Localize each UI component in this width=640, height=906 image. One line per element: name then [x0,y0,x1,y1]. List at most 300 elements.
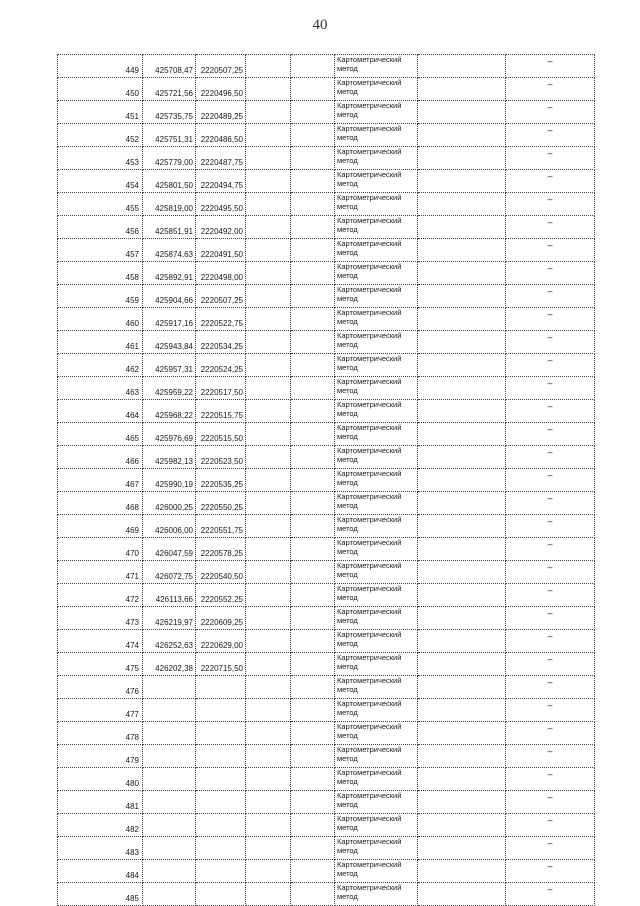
table-row [58,78,595,101]
empty-cell [246,883,291,906]
method-text-line1: Картометрический [337,55,402,64]
x-coordinate-cell: 426047,59 [143,538,196,561]
table-row [58,653,595,676]
method-text-line1: Картометрический [337,308,402,317]
empty-cell [418,860,506,883]
empty-cell [418,308,506,331]
empty-cell [418,101,506,124]
empty-cell [291,377,335,400]
y-coordinate-cell: 2220491,50 [196,239,246,262]
method-text-line2: метод [337,455,358,464]
method-cell [335,239,418,262]
x-coordinate-cell: 426000,25 [143,492,196,515]
method-text-line2: метод [337,64,358,73]
table-row [58,124,595,147]
y-coordinate-cell: 2220524,25 [196,354,246,377]
point-number-cell: 472 [58,584,143,607]
method-cell [335,170,418,193]
empty-cell [246,170,291,193]
empty-cell [291,446,335,469]
empty-cell [291,170,335,193]
method-text-line2: метод [337,639,358,648]
empty-cell [291,584,335,607]
empty-cell [291,538,335,561]
dash-cell: – [506,216,595,239]
method-text-line1: Картометрический [337,883,402,892]
empty-cell [291,699,335,722]
empty-cell [418,676,506,699]
method-text-line2: метод [337,386,358,395]
method-text-line2: метод [337,869,358,878]
empty-cell [418,78,506,101]
table-row [58,722,595,745]
dash-cell: – [506,745,595,768]
table-row [58,883,595,906]
method-text-line2: метод [337,271,358,280]
method-text-line1: Картометрический [337,331,402,340]
point-number-cell: 483 [58,837,143,860]
point-number-cell: 458 [58,262,143,285]
point-number-cell: 467 [58,469,143,492]
empty-cell [418,515,506,538]
y-coordinate-cell: 2220523,50 [196,446,246,469]
table-row [58,791,595,814]
method-text-line2: метод [337,731,358,740]
table-row [58,676,595,699]
table-row [58,469,595,492]
dash-cell: – [506,354,595,377]
method-cell [335,538,418,561]
point-number-cell: 480 [58,768,143,791]
empty-cell [418,745,506,768]
point-number-cell: 449 [58,55,143,78]
method-text-line2: метод [337,110,358,119]
empty-cell [418,791,506,814]
dash-cell: – [506,676,595,699]
dash-cell: – [506,239,595,262]
empty-cell [291,423,335,446]
y-coordinate-cell [196,883,246,906]
empty-cell [291,791,335,814]
empty-cell [291,515,335,538]
x-coordinate-cell [143,676,196,699]
empty-cell [418,446,506,469]
x-coordinate-cell: 425819,00 [143,193,196,216]
empty-cell [246,331,291,354]
y-coordinate-cell: 2220498,00 [196,262,246,285]
point-number-cell: 474 [58,630,143,653]
point-number-cell: 464 [58,400,143,423]
x-coordinate-cell: 425968,22 [143,400,196,423]
point-number-cell: 456 [58,216,143,239]
x-coordinate-cell: 425751,31 [143,124,196,147]
point-number-cell: 463 [58,377,143,400]
x-coordinate-cell: 425851,91 [143,216,196,239]
empty-cell [291,630,335,653]
empty-cell [291,193,335,216]
empty-cell [291,400,335,423]
point-number-cell: 468 [58,492,143,515]
empty-cell [418,584,506,607]
dash-cell: – [506,423,595,446]
y-coordinate-cell: 2220535,25 [196,469,246,492]
empty-cell [418,354,506,377]
method-cell [335,722,418,745]
empty-cell [246,515,291,538]
method-text-line1: Картометрический [337,722,402,731]
y-coordinate-cell [196,745,246,768]
dash-cell: – [506,791,595,814]
dash-cell: – [506,630,595,653]
empty-cell [418,492,506,515]
table-row [58,331,595,354]
method-text-line1: Картометрический [337,814,402,823]
table-row [58,768,595,791]
x-coordinate-cell [143,837,196,860]
method-text-line1: Картометрический [337,699,402,708]
y-coordinate-cell: 2220534,25 [196,331,246,354]
method-text-line2: метод [337,294,358,303]
empty-cell [418,837,506,860]
method-text-line2: метод [337,87,358,96]
method-text-line1: Картометрический [337,630,402,639]
method-cell [335,860,418,883]
x-coordinate-cell [143,883,196,906]
x-coordinate-cell: 425801,50 [143,170,196,193]
empty-cell [418,124,506,147]
empty-cell [291,285,335,308]
dash-cell: – [506,653,595,676]
dash-cell: – [506,814,595,837]
method-text-line1: Картометрический [337,147,402,156]
y-coordinate-cell: 2220517,50 [196,377,246,400]
empty-cell [291,814,335,837]
dash-cell: – [506,561,595,584]
y-coordinate-cell [196,860,246,883]
method-cell [335,262,418,285]
x-coordinate-cell: 425976,69 [143,423,196,446]
method-text-line1: Картометрический [337,768,402,777]
method-text-line2: метод [337,547,358,556]
point-number-cell: 475 [58,653,143,676]
point-number-cell: 462 [58,354,143,377]
y-coordinate-cell: 2220486,50 [196,124,246,147]
empty-cell [246,308,291,331]
table-row [58,262,595,285]
method-cell [335,561,418,584]
method-text-line2: метод [337,662,358,671]
table-row [58,193,595,216]
empty-cell [246,400,291,423]
empty-cell [291,676,335,699]
table-row [58,170,595,193]
method-text-line2: метод [337,777,358,786]
table-row [58,101,595,124]
method-text-line1: Картометрический [337,377,402,386]
y-coordinate-cell: 2220578,25 [196,538,246,561]
empty-cell [291,331,335,354]
dash-cell: – [506,308,595,331]
table-row [58,423,595,446]
dash-cell: – [506,193,595,216]
empty-cell [418,653,506,676]
y-coordinate-cell: 2220552,25 [196,584,246,607]
table-row [58,538,595,561]
empty-cell [418,400,506,423]
point-number-cell: 455 [58,193,143,216]
empty-cell [418,193,506,216]
x-coordinate-cell: 426113,66 [143,584,196,607]
table-row [58,285,595,308]
table-row [58,239,595,262]
point-number-cell: 477 [58,699,143,722]
empty-cell [246,561,291,584]
y-coordinate-cell: 2220494,75 [196,170,246,193]
dash-cell: – [506,331,595,354]
method-cell [335,101,418,124]
table-row [58,515,595,538]
method-cell [335,584,418,607]
point-number-cell: 461 [58,331,143,354]
method-text-line1: Картометрический [337,124,402,133]
empty-cell [246,745,291,768]
empty-cell [418,883,506,906]
method-text-line2: метод [337,478,358,487]
method-cell [335,423,418,446]
method-cell [335,469,418,492]
point-number-cell: 451 [58,101,143,124]
method-text-line2: метод [337,202,358,211]
dash-cell: – [506,101,595,124]
x-coordinate-cell: 425943,84 [143,331,196,354]
x-coordinate-cell: 425708,47 [143,55,196,78]
method-cell [335,814,418,837]
method-text-line2: метод [337,501,358,510]
method-text-line2: метод [337,570,358,579]
empty-cell [291,239,335,262]
y-coordinate-cell: 2220507,25 [196,55,246,78]
method-text-line2: метод [337,432,358,441]
method-cell [335,308,418,331]
empty-cell [246,354,291,377]
empty-cell [418,561,506,584]
empty-cell [291,262,335,285]
dash-cell: – [506,262,595,285]
method-text-line1: Картометрический [337,170,402,179]
y-coordinate-cell: 2220540,50 [196,561,246,584]
method-cell [335,377,418,400]
empty-cell [418,55,506,78]
dash-cell: – [506,584,595,607]
method-cell [335,78,418,101]
empty-cell [246,124,291,147]
table-row [58,492,595,515]
x-coordinate-cell: 426006,00 [143,515,196,538]
method-text-line1: Картометрический [337,745,402,754]
method-cell [335,331,418,354]
y-coordinate-cell [196,814,246,837]
empty-cell [246,285,291,308]
y-coordinate-cell [196,676,246,699]
method-text-line2: метод [337,708,358,717]
dash-cell: – [506,124,595,147]
empty-cell [291,722,335,745]
empty-cell [291,55,335,78]
y-coordinate-cell: 2220489,25 [196,101,246,124]
empty-cell [246,216,291,239]
method-text-line1: Картометрический [337,860,402,869]
point-number-cell: 450 [58,78,143,101]
y-coordinate-cell: 2220487,75 [196,147,246,170]
dash-cell: – [506,400,595,423]
x-coordinate-cell [143,814,196,837]
y-coordinate-cell: 2220495,50 [196,193,246,216]
y-coordinate-cell: 2220629,00 [196,630,246,653]
x-coordinate-cell: 425904,66 [143,285,196,308]
empty-cell [246,446,291,469]
empty-cell [246,55,291,78]
method-cell [335,768,418,791]
dash-cell: – [506,722,595,745]
empty-cell [246,607,291,630]
method-text-line2: метод [337,179,358,188]
point-number-cell: 457 [58,239,143,262]
empty-cell [246,78,291,101]
point-number-cell: 460 [58,308,143,331]
empty-cell [291,78,335,101]
y-coordinate-cell: 2220496,50 [196,78,246,101]
method-cell [335,124,418,147]
y-coordinate-cell: 2220515,75 [196,400,246,423]
x-coordinate-cell: 426219,97 [143,607,196,630]
method-cell [335,745,418,768]
method-text-line1: Картометрический [337,653,402,662]
point-number-cell: 452 [58,124,143,147]
method-cell [335,630,418,653]
x-coordinate-cell: 425779,00 [143,147,196,170]
method-text-line2: метод [337,317,358,326]
method-text-line1: Картометрический [337,216,402,225]
x-coordinate-cell: 425982,13 [143,446,196,469]
empty-cell [246,101,291,124]
method-text-line2: метод [337,754,358,763]
empty-cell [246,147,291,170]
empty-cell [291,216,335,239]
table-row [58,55,595,78]
empty-cell [418,630,506,653]
empty-cell [291,561,335,584]
point-number-cell: 479 [58,745,143,768]
empty-cell [418,699,506,722]
y-coordinate-cell: 2220522,75 [196,308,246,331]
dash-cell: – [506,607,595,630]
empty-cell [291,124,335,147]
empty-cell [418,331,506,354]
empty-cell [291,607,335,630]
y-coordinate-cell: 2220715,50 [196,653,246,676]
table-row [58,308,595,331]
empty-cell [246,193,291,216]
table-row [58,630,595,653]
method-text-line2: метод [337,156,358,165]
empty-cell [246,239,291,262]
x-coordinate-cell [143,860,196,883]
empty-cell [418,768,506,791]
method-cell [335,699,418,722]
empty-cell [291,101,335,124]
empty-cell [418,469,506,492]
table-row [58,860,595,883]
empty-cell [246,262,291,285]
dash-cell: – [506,170,595,193]
dash-cell: – [506,78,595,101]
empty-cell [291,745,335,768]
method-text-line1: Картометрический [337,561,402,570]
empty-cell [291,768,335,791]
empty-cell [291,354,335,377]
table-row [58,377,595,400]
table-row [58,584,595,607]
method-text-line2: метод [337,133,358,142]
page-number: 40 [312,17,328,33]
y-coordinate-cell [196,699,246,722]
point-number-cell: 485 [58,883,143,906]
empty-cell [291,653,335,676]
table-row [58,699,595,722]
coordinates-table [57,54,595,906]
method-text-line1: Картометрический [337,262,402,271]
dash-cell: – [506,699,595,722]
method-text-line1: Картометрический [337,584,402,593]
method-text-line1: Картометрический [337,354,402,363]
method-text-line1: Картометрический [337,837,402,846]
method-text-line2: метод [337,363,358,372]
table-row [58,745,595,768]
table-row [58,147,595,170]
point-number-cell: 459 [58,285,143,308]
method-cell [335,285,418,308]
method-text-line1: Картометрический [337,492,402,501]
dash-cell: – [506,55,595,78]
dash-cell: – [506,538,595,561]
x-coordinate-cell: 426072,75 [143,561,196,584]
x-coordinate-cell: 425990,19 [143,469,196,492]
empty-cell [246,469,291,492]
empty-cell [418,262,506,285]
empty-cell [418,239,506,262]
method-text-line2: метод [337,593,358,602]
method-cell [335,883,418,906]
x-coordinate-cell: 425959,22 [143,377,196,400]
x-coordinate-cell: 425917,16 [143,308,196,331]
table-row [58,837,595,860]
empty-cell [291,860,335,883]
method-text-line2: метод [337,892,358,901]
x-coordinate-cell [143,745,196,768]
y-coordinate-cell [196,768,246,791]
method-text-line1: Картометрический [337,423,402,432]
empty-cell [291,308,335,331]
method-text-line2: метод [337,616,358,625]
y-coordinate-cell [196,791,246,814]
x-coordinate-cell [143,699,196,722]
empty-cell [418,147,506,170]
empty-cell [246,699,291,722]
method-cell [335,607,418,630]
x-coordinate-cell: 425874,63 [143,239,196,262]
method-text-line2: метод [337,800,358,809]
method-text-line2: метод [337,340,358,349]
